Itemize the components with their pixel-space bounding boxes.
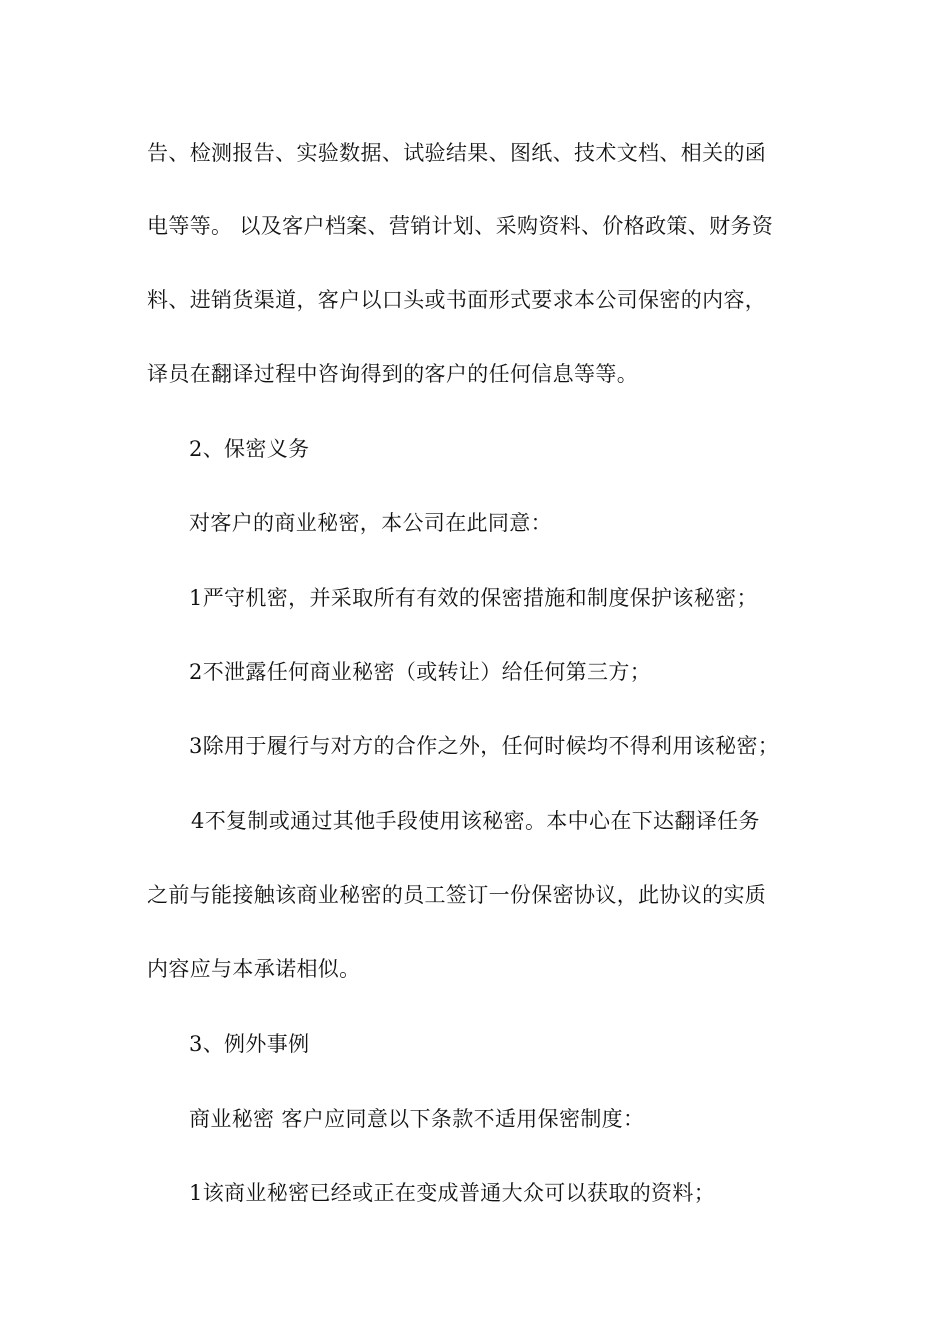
list-item: 1严守机密，并采取所有有效的保密措施和制度保护该秘密； [189, 586, 758, 610]
section-heading: 3、例外事例 [189, 1032, 310, 1056]
paragraph-line: 商业秘密 客户应同意以下条款不适用保密制度： [189, 1107, 645, 1131]
list-item: 4不复制或通过其他手段使用该秘密。本中心在下达翻译任务 [191, 809, 760, 833]
list-item: 2不泄露任何商业秘密（或转让）给任何第三方； [189, 660, 652, 684]
paragraph-line: 料、进销货渠道，客户以口头或书面形式要求本公司保密的内容， [147, 288, 767, 312]
section-heading: 2、保密义务 [189, 437, 310, 461]
paragraph-line: 译员在翻译过程中咨询得到的客户的任何信息等等。 [147, 362, 639, 386]
paragraph-line: 告、检测报告、实验数据、试验结果、图纸、技术文档、相关的函 [147, 141, 767, 165]
paragraph-line: 内容应与本承诺相似。 [147, 957, 361, 981]
paragraph-line: 电等等。 以及客户档案、营销计划、采购资料、价格政策、财务资 [147, 214, 774, 238]
paragraph-line: 对客户的商业秘密，本公司在此同意： [189, 511, 552, 535]
paragraph-line: 之前与能接触该商业秘密的员工签订一份保密协议，此协议的实质 [147, 883, 767, 907]
list-item: 1该商业秘密已经或正在变成普通大众可以获取的资料； [189, 1181, 716, 1205]
list-item: 3除用于履行与对方的合作之外，任何时候均不得利用该秘密； [189, 734, 780, 758]
